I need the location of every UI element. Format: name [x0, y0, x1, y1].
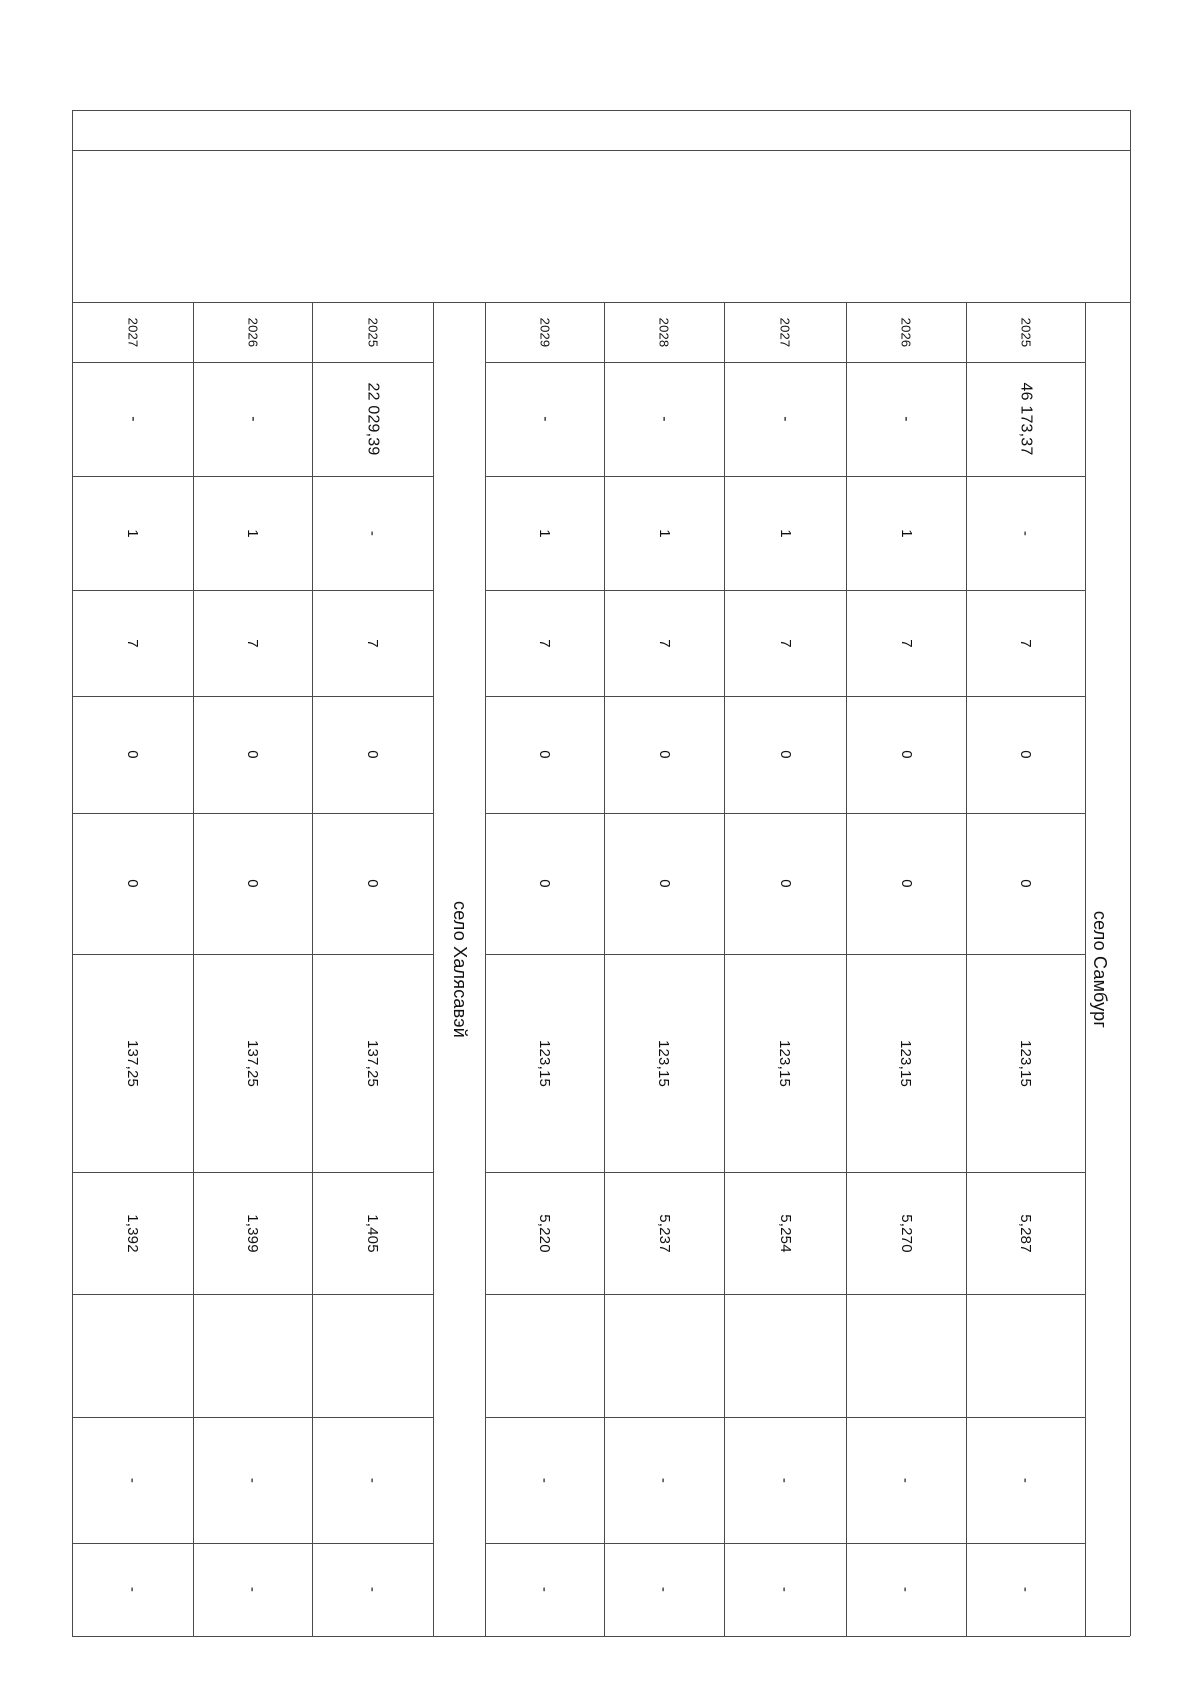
value-cell-text: - [1016, 1477, 1034, 1483]
band-line [485, 1417, 1085, 1418]
value-cell [193, 476, 312, 590]
value-cell [724, 1417, 846, 1543]
value-cell-text: - [1016, 530, 1034, 536]
value-cell-text: 7 [123, 638, 141, 648]
value-cell [193, 1172, 312, 1294]
value-cell [312, 590, 433, 696]
value-cell [604, 1294, 724, 1417]
year-cell-text: 2027 [777, 317, 793, 347]
value-cell [846, 1294, 966, 1417]
value-cell [966, 813, 1085, 954]
value-cell [724, 1294, 846, 1417]
year-cell-text: 2026 [898, 317, 914, 347]
value-cell-text: 0 [123, 879, 141, 888]
band-line [72, 1294, 433, 1295]
value-cell [193, 954, 312, 1172]
value-cell [846, 1172, 966, 1294]
value-cell [846, 813, 966, 954]
value-cell [72, 1543, 193, 1636]
value-cell-text: 1 [243, 528, 261, 538]
value-cell-text: 0 [1016, 879, 1034, 888]
value-cell-text: 7 [897, 638, 915, 648]
value-cell-text: 0 [897, 879, 915, 888]
band-line [72, 362, 433, 363]
value-cell-text: 123,15 [655, 1039, 673, 1087]
value-cell [485, 476, 604, 590]
value-cell-text: 22 029,39 [364, 382, 382, 456]
value-cell [312, 1417, 433, 1543]
value-cell-text: 0 [243, 879, 261, 888]
value-cell [966, 1543, 1085, 1636]
value-cell-text: 1 [123, 528, 141, 538]
value-cell-text: 5,237 [655, 1213, 673, 1253]
value-cell-text: 1 [655, 528, 673, 538]
value-cell [966, 590, 1085, 696]
value-cell [604, 954, 724, 1172]
value-cell [312, 954, 433, 1172]
value-cell [72, 1417, 193, 1543]
section-label-khalyasavey-text: село Халясавэй [449, 900, 470, 1038]
value-cell-text: 0 [776, 879, 794, 888]
value-cell-text: - [776, 1586, 794, 1593]
value-cell [604, 362, 724, 476]
value-cell-text: 7 [1016, 638, 1034, 648]
value-cell [604, 590, 724, 696]
value-cell [846, 1543, 966, 1636]
value-cell [846, 476, 966, 590]
value-cell-text: - [123, 1586, 141, 1593]
value-cell [724, 1543, 846, 1636]
value-cell-text: - [898, 416, 915, 422]
table-top-border [72, 110, 1130, 111]
band-line [72, 813, 433, 814]
band-line [72, 954, 433, 955]
value-cell-text: 0 [243, 750, 261, 759]
band-line [72, 696, 433, 697]
value-cell-text: 7 [363, 638, 381, 648]
year-cell-text: 2029 [536, 317, 552, 347]
value-cell [312, 362, 433, 476]
value-cell [485, 590, 604, 696]
value-cell-text: - [1016, 1586, 1034, 1593]
band-line [485, 1636, 1085, 1637]
value-cell [72, 1172, 193, 1294]
band-line [485, 362, 1085, 363]
value-cell-text: 123,15 [776, 1039, 794, 1087]
value-cell-text: 0 [897, 750, 915, 759]
value-cell [485, 362, 604, 476]
year-cell [485, 302, 604, 362]
value-cell [485, 1543, 604, 1636]
band-line [485, 302, 1085, 303]
band-line [72, 590, 433, 591]
band-line [485, 1543, 1085, 1544]
value-cell-text: 5,254 [776, 1213, 794, 1253]
value-cell-text: 0 [535, 750, 553, 759]
value-cell [604, 1417, 724, 1543]
value-cell-text: 5,270 [897, 1213, 915, 1253]
value-cell [724, 813, 846, 954]
band-line [485, 696, 1085, 697]
value-cell [312, 813, 433, 954]
band-line [72, 1417, 433, 1418]
value-cell [193, 590, 312, 696]
year-cell [312, 302, 433, 362]
value-cell-text: 46 173,37 [1017, 382, 1035, 456]
value-cell-text: - [363, 1477, 381, 1483]
band-line [485, 1172, 1085, 1173]
value-cell [846, 696, 966, 813]
section-label-samburg-text: село Самбург [1090, 910, 1111, 1028]
value-cell [72, 813, 193, 954]
value-cell-text: - [535, 1477, 553, 1483]
band-line [485, 590, 1085, 591]
value-cell [193, 362, 312, 476]
value-cell [604, 1172, 724, 1294]
value-cell [604, 476, 724, 590]
value-cell-text: - [124, 416, 142, 422]
value-cell-text: - [655, 1477, 673, 1483]
value-cell [312, 476, 433, 590]
value-cell-text: - [536, 416, 554, 422]
year-cell-text: 2025 [1017, 317, 1033, 347]
value-cell [193, 1294, 312, 1417]
value-cell-text: - [776, 1477, 794, 1483]
value-cell [312, 1543, 433, 1636]
value-cell [846, 362, 966, 476]
value-cell-text: 0 [655, 750, 673, 759]
value-cell-text: 123,15 [1017, 1039, 1034, 1087]
value-cell [193, 813, 312, 954]
year-cell-text: 2026 [244, 317, 260, 347]
year-cell-text: 2028 [656, 317, 672, 347]
value-cell [846, 954, 966, 1172]
value-cell-text: - [897, 1477, 915, 1483]
value-cell-text: 5,220 [535, 1213, 553, 1253]
value-cell-text: - [656, 416, 673, 422]
value-cell-text: 123,15 [536, 1039, 553, 1087]
value-cell-text: 0 [535, 879, 553, 888]
value-cell [312, 696, 433, 813]
value-cell [72, 590, 193, 696]
value-cell-text: - [243, 1586, 261, 1593]
value-cell [485, 1172, 604, 1294]
year-cell [966, 302, 1085, 362]
value-cell [485, 696, 604, 813]
band-line [72, 1543, 433, 1544]
value-cell [846, 1417, 966, 1543]
value-cell-text: 7 [535, 638, 553, 648]
value-cell-text: 7 [776, 638, 794, 648]
band-line [485, 954, 1085, 955]
value-cell [485, 954, 604, 1172]
band-line [72, 1172, 433, 1173]
value-cell-text: 123,15 [897, 1039, 915, 1087]
value-cell-text: 137,25 [124, 1039, 141, 1087]
value-cell [193, 1417, 312, 1543]
value-cell-text: 7 [243, 638, 261, 648]
value-cell [846, 590, 966, 696]
value-cell-text: 1 [897, 528, 915, 538]
value-cell [966, 476, 1085, 590]
value-cell [312, 1172, 433, 1294]
value-cell-text: - [535, 1586, 553, 1593]
band-line [485, 476, 1085, 477]
value-cell [966, 696, 1085, 813]
value-cell-text: - [363, 530, 381, 536]
value-cell-text: 5,287 [1016, 1213, 1034, 1253]
value-cell-text: - [897, 1586, 915, 1593]
value-cell-text: 0 [655, 879, 673, 888]
value-cell [724, 590, 846, 696]
band-line [72, 302, 433, 303]
value-cell [72, 476, 193, 590]
value-cell [72, 1294, 193, 1417]
year-cell [604, 302, 724, 362]
value-cell [724, 1172, 846, 1294]
year-cell [846, 302, 966, 362]
value-cell [604, 696, 724, 813]
value-cell-text: 137,25 [244, 1039, 261, 1087]
value-cell [72, 362, 193, 476]
value-cell-text: - [655, 1586, 673, 1593]
value-cell-text: - [244, 416, 262, 422]
value-cell [193, 696, 312, 813]
band-line [72, 1636, 433, 1637]
value-cell [312, 1294, 433, 1417]
band-line [72, 476, 433, 477]
value-cell-text: 1,392 [123, 1213, 141, 1253]
value-cell [724, 954, 846, 1172]
value-cell [724, 476, 846, 590]
value-cell [485, 1417, 604, 1543]
value-cell [193, 1543, 312, 1636]
year-cell [724, 302, 846, 362]
value-cell [966, 1172, 1085, 1294]
value-cell-text: 0 [123, 750, 141, 759]
year-cell [193, 302, 312, 362]
value-cell [724, 696, 846, 813]
table-right-border [1130, 110, 1131, 1636]
header-row-border [72, 150, 1130, 151]
value-cell-text: 0 [1016, 750, 1034, 759]
value-cell-text: - [777, 416, 794, 422]
value-cell [966, 1294, 1085, 1417]
value-cell [72, 954, 193, 1172]
band-line [485, 813, 1085, 814]
value-cell-text: 0 [776, 750, 794, 759]
value-cell-text: 0 [363, 879, 381, 888]
year-cell-text: 2025 [364, 317, 380, 347]
value-cell-text: - [243, 1477, 261, 1483]
value-cell [72, 696, 193, 813]
year-cell-text: 2027 [124, 317, 140, 347]
value-cell [724, 362, 846, 476]
value-cell [966, 1417, 1085, 1543]
value-cell [485, 813, 604, 954]
value-cell-text: 137,25 [364, 1039, 381, 1087]
value-cell-text: 0 [363, 750, 381, 759]
band-line [485, 1294, 1085, 1295]
value-cell-text: 1 [535, 528, 553, 538]
value-cell-text: 7 [655, 638, 673, 648]
value-cell [604, 1543, 724, 1636]
value-cell-text: 1 [776, 528, 794, 538]
value-cell [966, 362, 1085, 476]
year-cell [72, 302, 193, 362]
value-cell [604, 813, 724, 954]
value-cell-text: 1,399 [243, 1213, 261, 1253]
section-label-samburg [1085, 302, 1115, 1636]
value-cell-text: - [123, 1477, 141, 1483]
value-cell [966, 954, 1085, 1172]
section-label-khalyasavey [433, 302, 485, 1636]
value-cell [485, 1294, 604, 1417]
value-cell-text: - [363, 1586, 381, 1593]
value-cell-text: 1,405 [363, 1213, 381, 1253]
